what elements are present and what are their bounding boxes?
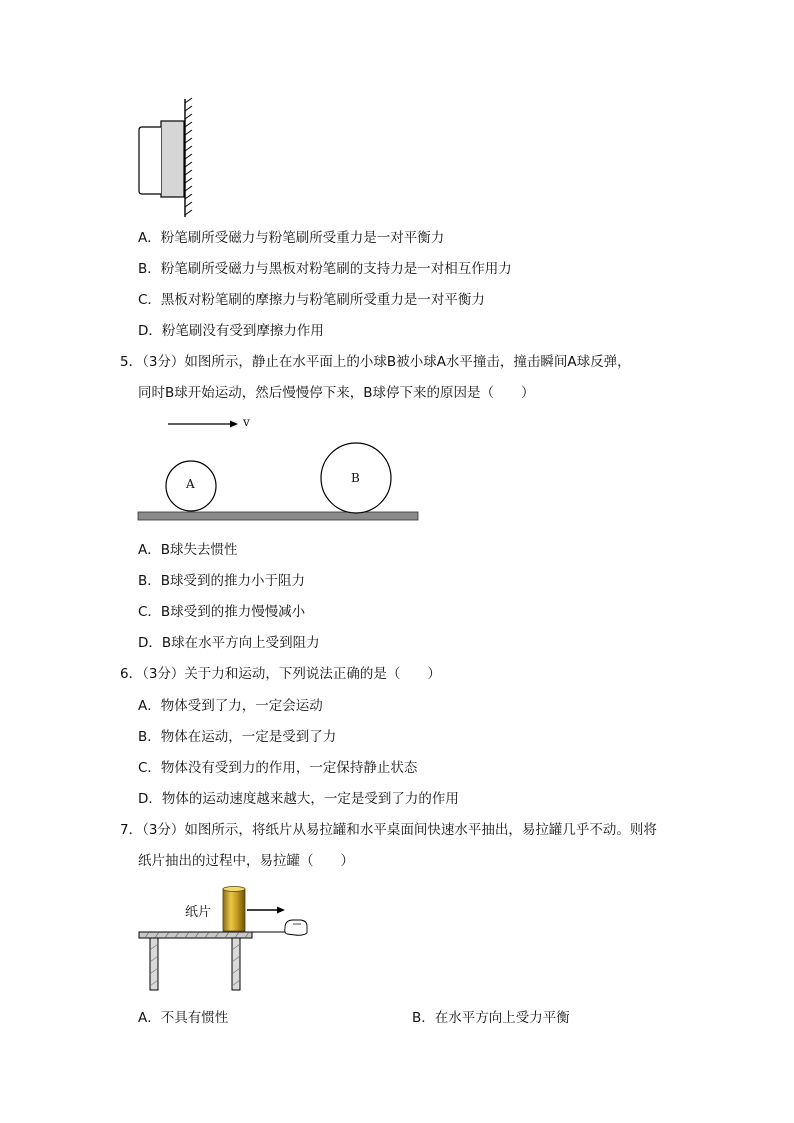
q7-option-a: A．不具有惯性: [138, 1010, 229, 1026]
q5-figure: [130, 410, 430, 525]
q5-option-b: B．B球受到的推力小于阻力: [138, 573, 306, 589]
q6-option-b: B．物体在运动，一定是受到了力: [138, 729, 337, 745]
q5-option-a: A．B球失去惯性: [138, 542, 238, 558]
can-body: [223, 889, 245, 931]
ball-b-label: B: [351, 471, 360, 485]
q6-option-a: A．物体受到了力，一定会运动: [138, 698, 323, 714]
q4-option-b: B．粉笔刷所受磁力与黑板对粉笔刷的支持力是一对相互作用力: [138, 261, 512, 277]
table-leg-right: [232, 938, 240, 990]
q6-stem: 6．（3分）关于力和运动，下列说法正确的是（ ）: [120, 666, 441, 682]
paper-label: 纸片: [185, 905, 212, 920]
ground-surface: [138, 512, 418, 520]
q5-option-d: D．B球在水平方向上受到阻力: [138, 635, 320, 651]
velocity-label: v: [243, 415, 250, 429]
q5-option-c: C．B球受到的推力慢慢减小: [138, 604, 306, 620]
q6-option-c: C．物体没有受到力的作用，一定保持静止状态: [138, 760, 418, 776]
q7-figure: [135, 880, 315, 992]
q7-stem-line2: 纸片抽出的过程中，易拉罐（ ）: [138, 853, 354, 869]
table-leg-left: [150, 938, 158, 990]
hand-icon: [285, 920, 307, 935]
q5-stem-line2: 同时B球开始运动，然后慢慢停下来，B球停下来的原因是（ ）: [138, 385, 535, 401]
ball-a-label: A: [186, 477, 195, 491]
q4-figure: [130, 95, 210, 220]
q4-option-d: D．粉笔刷没有受到摩擦力作用: [138, 323, 324, 339]
q7-option-b: B．在水平方向上受力平衡: [412, 1010, 570, 1026]
q7-stem-line1: 7．（3分）如图所示，将纸片从易拉罐和水平桌面间快速水平抽出，易拉罐几乎不动。则将: [120, 822, 657, 838]
q4-option-a: A．粉笔刷所受磁力与粉笔刷所受重力是一对平衡力: [138, 230, 445, 246]
q4-option-c: C．黑板对粉笔刷的摩擦力与粉笔刷所受重力是一对平衡力: [138, 292, 485, 308]
q6-option-d: D．物体的运动速度越来越大，一定是受到了力的作用: [138, 791, 459, 807]
q5-stem-line1: 5．（3分）如图所示，静止在水平面上的小球B被小球A水平撞击，撞击瞬间A球反弹，: [120, 354, 631, 370]
